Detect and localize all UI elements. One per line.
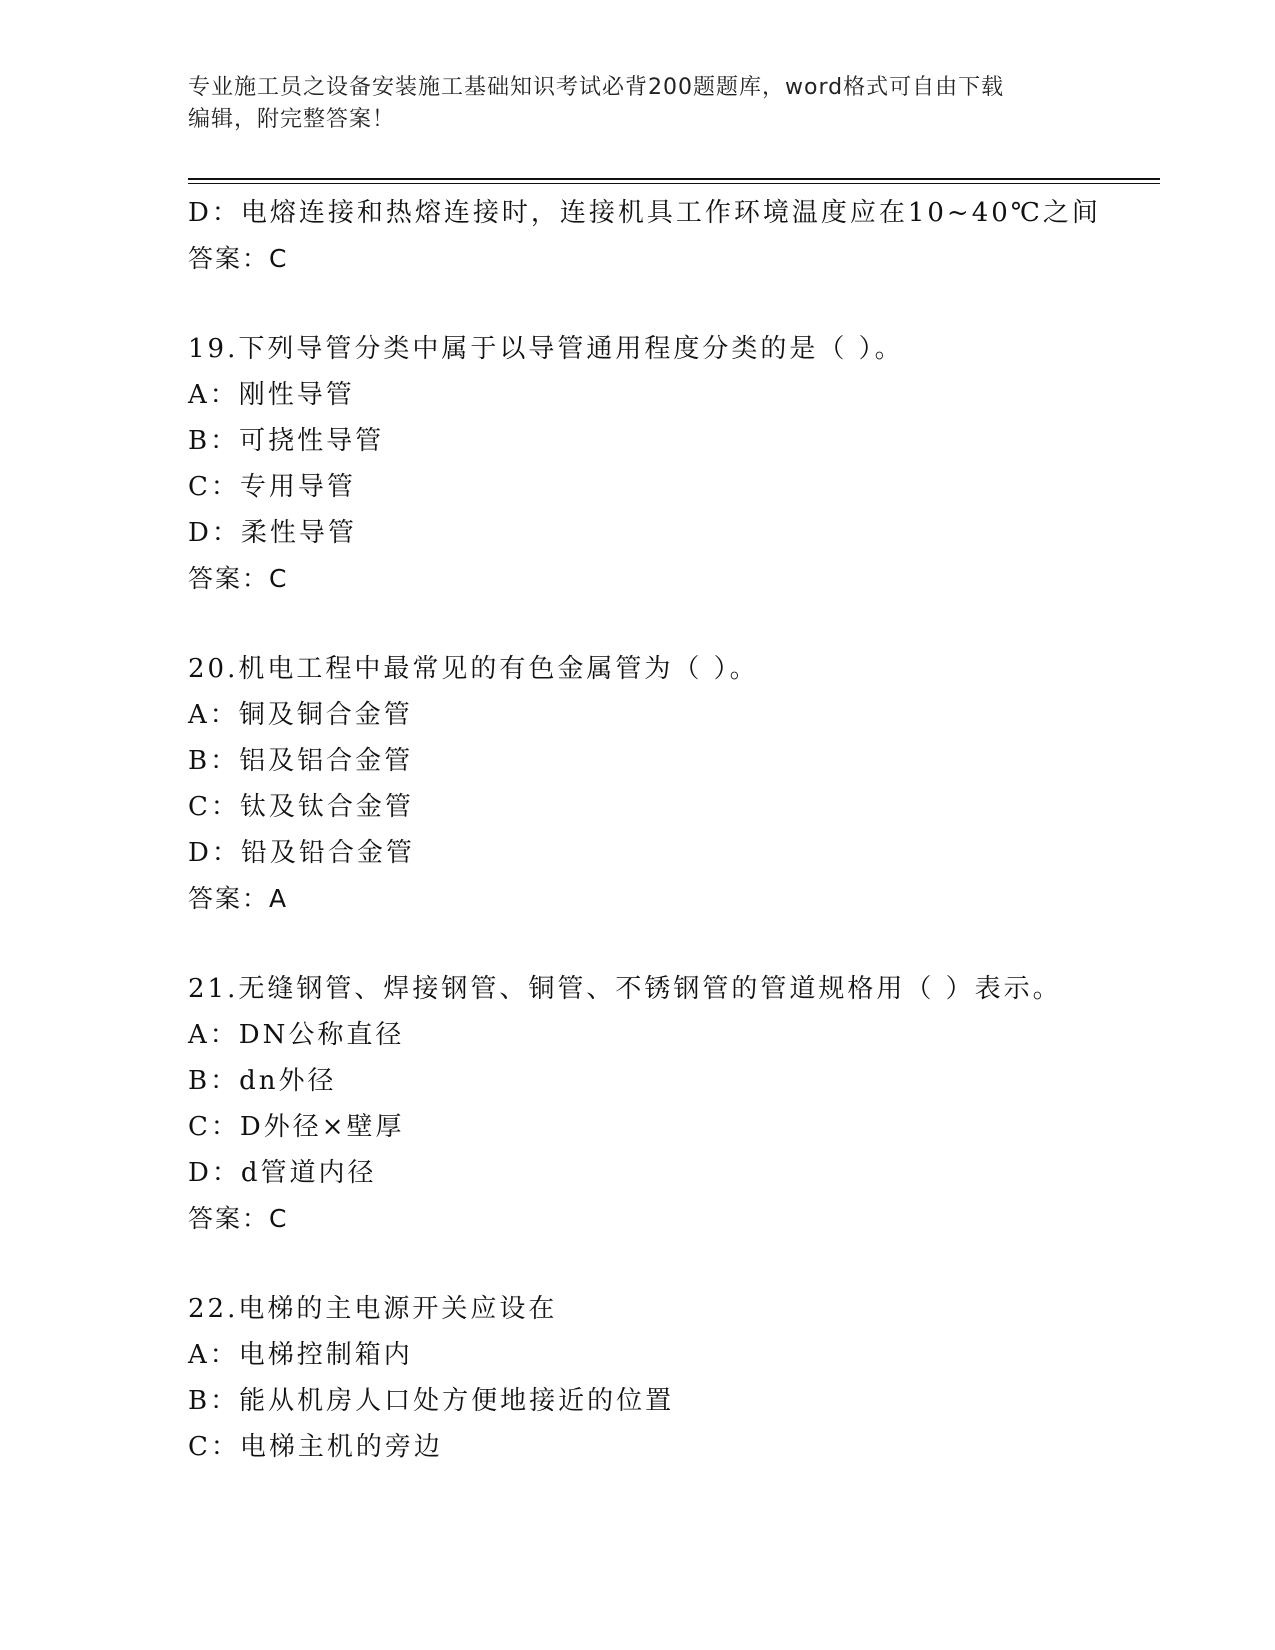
question-title: 22.电梯的主电源开关应设在	[188, 1294, 558, 1324]
option-c: C：D外径×壁厚	[188, 1112, 405, 1142]
option-d: D：柔性导管	[188, 518, 357, 548]
option-a: A：DN公称直径	[188, 1020, 405, 1050]
answer: 答案：C	[188, 1204, 289, 1233]
question-20	[188, 646, 1148, 922]
header-line-2: 编辑，附完整答案！	[188, 107, 396, 132]
question-19	[188, 326, 1148, 602]
question-title: 21.无缝钢管、焊接钢管、铜管、不锈钢管的管道规格用（ ）表示。	[188, 974, 1062, 1004]
option-a: A：铜及铜合金管	[188, 700, 413, 730]
option-d: D：铅及铅合金管	[188, 838, 415, 868]
question-title: 20.机电工程中最常见的有色金属管为（ ）。	[188, 654, 759, 684]
option-c: C：专用导管	[188, 472, 356, 502]
option-c: C：钛及钛合金管	[188, 792, 414, 822]
option-b: B：dn外径	[188, 1066, 337, 1096]
header-divider-thin	[188, 183, 1160, 184]
document-header	[188, 72, 1068, 136]
question-list	[188, 190, 1148, 1470]
option-a: A：刚性导管	[188, 380, 355, 410]
option-b: B：可挠性导管	[188, 426, 385, 456]
option-a: A：电梯控制箱内	[188, 1340, 413, 1370]
answer: 答案：C	[188, 564, 289, 593]
answer: 答案：C	[188, 244, 289, 273]
question-title: 19.下列导管分类中属于以导管通用程度分类的是（ ）。	[188, 334, 904, 364]
option-d: D：电熔连接和热熔连接时，连接机具工作环境温度应在10~40℃之间	[188, 198, 1101, 228]
option-d: D：d管道内径	[188, 1158, 377, 1188]
question-21	[188, 966, 1148, 1242]
header-line-1: 专业施工员之设备安装施工基础知识考试必背200题题库，word格式可自由下载	[188, 75, 1005, 100]
option-b: B：铝及铝合金管	[188, 746, 414, 776]
previous-question-tail	[188, 190, 1148, 282]
question-22	[188, 1286, 1148, 1470]
header-divider-thick	[188, 178, 1160, 180]
answer: 答案：A	[188, 884, 289, 913]
option-c: C：电梯主机的旁边	[188, 1432, 443, 1462]
option-b: B：能从机房人口处方便地接近的位置	[188, 1386, 675, 1416]
